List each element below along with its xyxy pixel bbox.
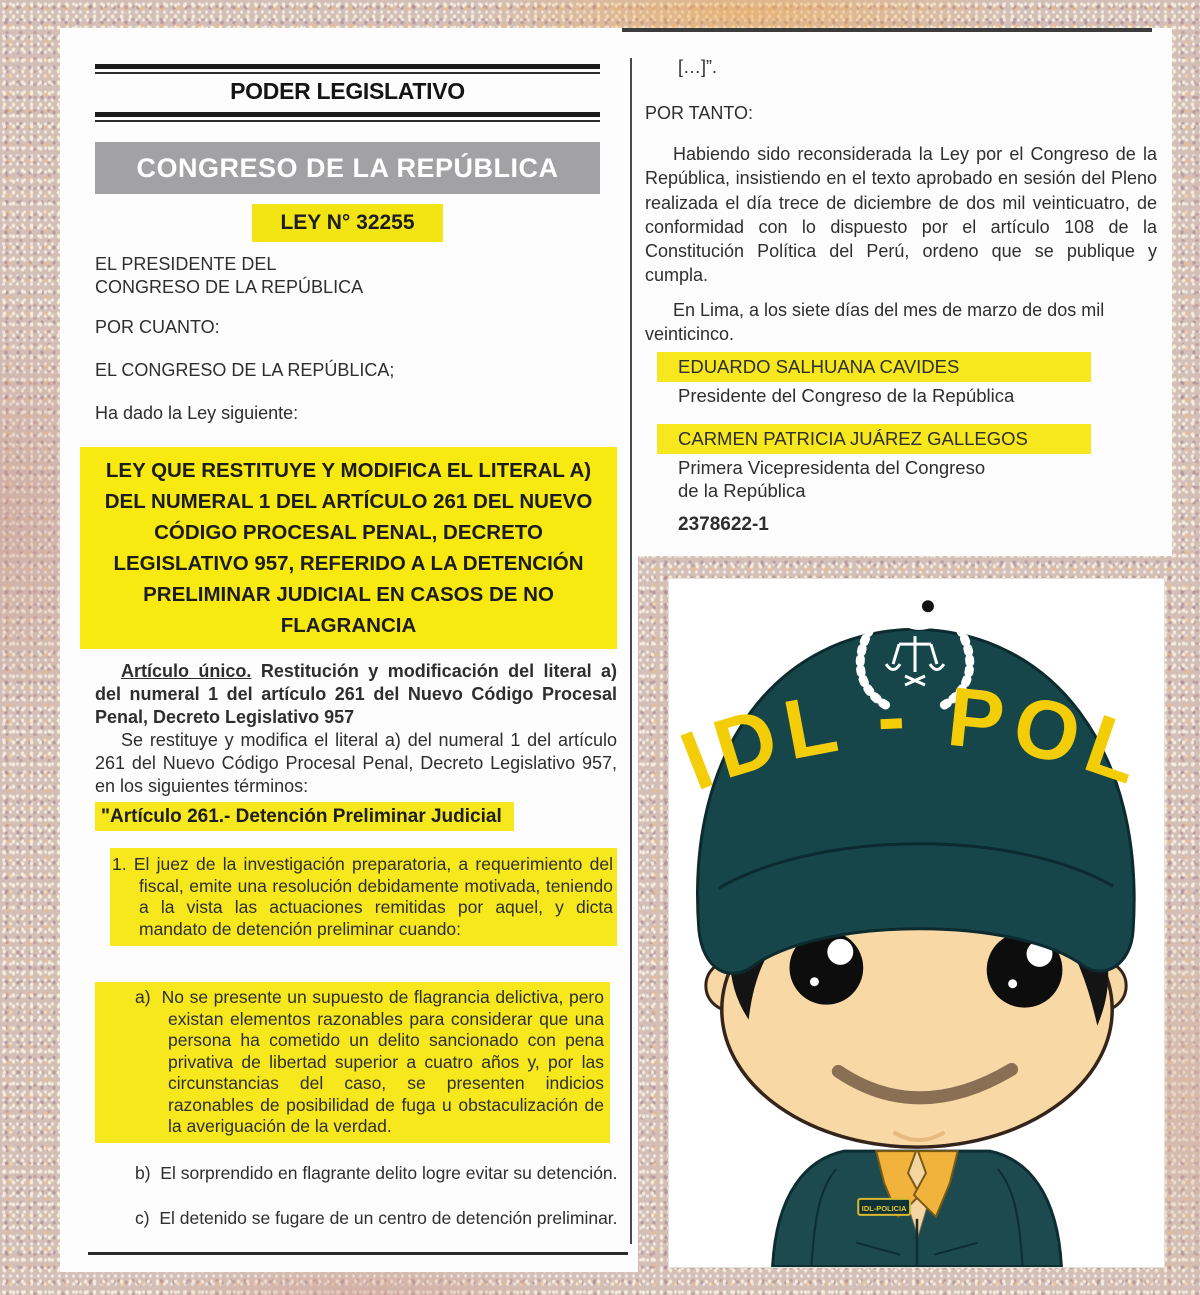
article-261-heading: "Artículo 261.- Detención Preliminar Judicial [95, 802, 514, 831]
quote-close: […]”. [678, 57, 717, 77]
signature-2-name: CARMEN PATRICIA JUÁREZ GALLEGOS [657, 424, 1091, 454]
signature-2-role: Primera Vicepresidenta del Congreso de la República [678, 457, 986, 501]
por-tanto-line: POR TANTO: [645, 103, 754, 123]
ha-dado-line: Ha dado la Ley siguiente: [95, 403, 299, 423]
literal-c-text: El detenido se fugare de un centro de detención preliminar. [159, 1208, 618, 1228]
police-cartoon-svg [669, 579, 1164, 1267]
norm-code: 2378622-1 [678, 514, 769, 535]
literal-b-letter: b) [135, 1163, 151, 1183]
date-paragraph: En Lima, a los siete días del mes de marzo de dos mil veinticinco. [645, 300, 1105, 344]
cap-text: IDL - POL [669, 668, 1161, 808]
numeral-1-item [112, 854, 613, 940]
section-header: PODER LEGISLATIVO [230, 78, 465, 104]
por-cuanto-line: POR CUANTO: [95, 317, 220, 337]
literal-c-item [135, 1208, 650, 1230]
articulo-unico-title-rest: Restitución y modificación del literal a) del numeral 1 del artículo 261 del Nuevo Código Procesal Penal, Decreto Legislativo 957 [95, 661, 617, 727]
uniform-body [773, 1151, 1062, 1267]
right-top-rule [622, 28, 1152, 32]
law-number-highlight: LEY N° 32255 [252, 204, 442, 242]
signature-1-role: Presidente del Congreso de la República [678, 385, 1015, 406]
column-divider [630, 58, 632, 1244]
articulo-unico-label: Artículo único. [121, 661, 252, 681]
articulo-unico-title [95, 660, 617, 729]
top-double-rule [95, 64, 600, 74]
literal-a-letter: a) [135, 987, 151, 1007]
congress-line: EL CONGRESO DE LA REPÚBLICA; [95, 360, 395, 380]
article-261-heading-wrap [95, 806, 514, 828]
bottom-rule [88, 1252, 628, 1255]
law-title-highlight: LEY QUE RESTITUYE Y MODIFICA EL LITERAL A) DEL NUMERAL 1 DEL ARTÍCULO 261 DEL NUEVO CÓDIGO PROCESAL PENAL, DECRETO LEGISLATIVO 957, REFERIDO A LA DETENCIÓN PRELIMINAR JUDICIAL EN CASOS DE NO FLAGRANCIA [80, 447, 617, 649]
literal-a-item [135, 987, 604, 1138]
literal-b-item [135, 1163, 650, 1185]
law-number-wrap [95, 204, 600, 242]
numeral-1-number: 1. [112, 854, 127, 874]
name-badge-text: IDL-POLICIA [861, 1203, 907, 1213]
numeral-1-highlight [110, 848, 617, 946]
numeral-1-text: El juez de la investigación preparatoria, a requerimiento del fiscal, emite una resolución debidamente motivada, teniendo a la vista las actuaciones remitidas por aquel, y dicta mandato de detención preliminar cuando: [133, 854, 613, 939]
president-line: EL PRESIDENTE DEL CONGRESO DE LA REPÚBLICA [95, 254, 364, 297]
articulo-unico-block [95, 660, 617, 798]
congress-banner: CONGRESO DE LA REPÚBLICA [95, 142, 600, 194]
promulgation-paragraph: Habiendo sido reconsiderada la Ley por el Congreso de la República, insistiendo en el texto aprobado en sesión del Pleno realizada el día trece de diciembre de dos mil veinticuatro, de conformidad con lo dispuesto por el artículo 108 de la Constitución Política del Perú, ordeno que se publique y cumpla. [645, 144, 1157, 286]
literal-c-letter: c) [135, 1208, 150, 1228]
signature-1-name: EDUARDO SALHUANA CAVIDES [657, 352, 1091, 382]
literal-a-text: No se presente un supuesto de flagrancia delictiva, pero existan elementos razonables para considerar que una persona ha cometido un delito sancionado con pena privativa de libertad superior a cuatro años y, por las circunstancias del caso, se presenten indicios razonables de posibilidad de fuga u obstaculización de la averiguación de la verdad. [161, 987, 604, 1136]
header-double-rule [95, 112, 600, 122]
literal-b-text: El sorprendido en flagrante delito logre evitar su detención. [160, 1163, 618, 1183]
literal-a-highlight [95, 982, 610, 1143]
articulo-unico-body: Se restituye y modifica el literal a) del numeral 1 del artículo 261 del Nuevo Código Procesal Penal, Decreto Legislativo 957, en los siguientes términos: [95, 730, 617, 796]
police-cartoon-photo [668, 578, 1165, 1268]
police-cap [669, 592, 1161, 973]
